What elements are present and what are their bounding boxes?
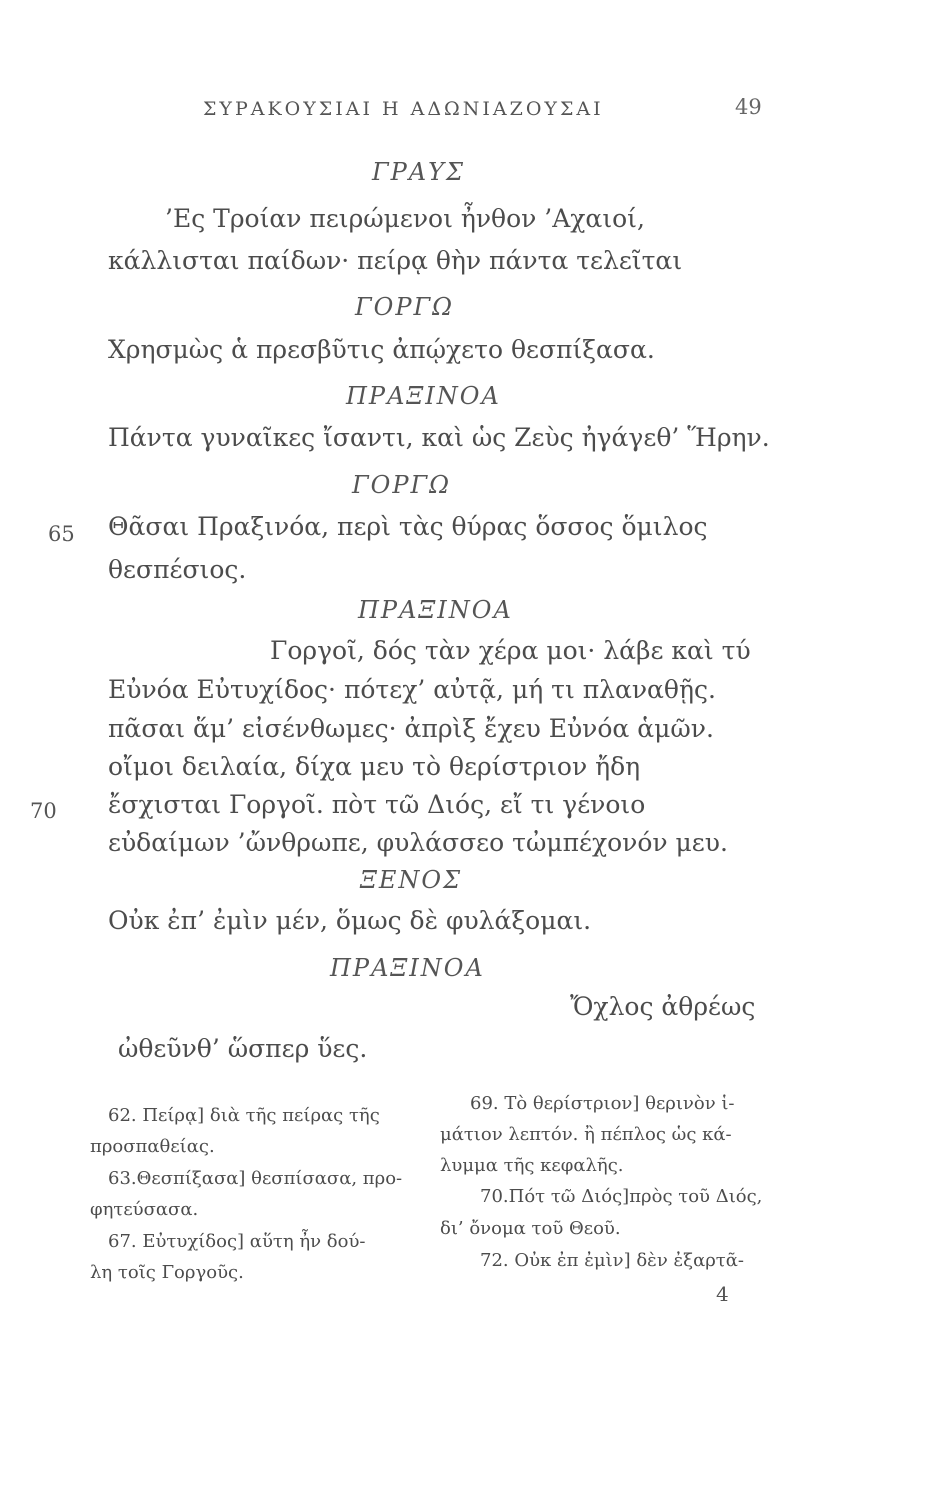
footnote-line: 62. Πείρᾳ] διὰ τῆς πείρας τῆς [108, 1105, 380, 1126]
speaker-heading: ΠΡΑΞΙΝΟΑ [346, 382, 501, 410]
speaker-heading: ΠΡΑΞΙΝΟΑ [358, 596, 513, 624]
speaker-heading: ΓΟΡΓΩ [352, 471, 452, 499]
verse-line: εὐδαίμων ’ὤνθρωπε, φυλάσσεο τὠμπέχονόν μευ. [108, 828, 728, 857]
verse-line: οἴμοι δειλαία, δίχα μευ τὸ θερίστριον ἤδη [108, 752, 641, 781]
speaker-heading: ΠΡΑΞΙΝΟΑ [330, 954, 485, 982]
verse-line: Χρησμὼς ἁ πρεσβῦτις ἀπῴχετο θεσπίξασα. [108, 335, 655, 364]
footnote-line: 69. Τὸ θερίστριον] θερινὸν ἱ- [470, 1093, 735, 1114]
verse-line: ’Ες Τροίαν πειρώμενοι ἦνθον ’Αχαιοί, [165, 204, 645, 233]
footnote-line: λη τοῖς Γοργοῦς. [90, 1262, 244, 1283]
running-title: ΣΥΡΑΚΟΥΣΙΑΙ Η ΑΔΩΝΙΑΖΟΥΣΑΙ [203, 98, 604, 120]
footnote-line: μάτιον λεπτόν. ἢ πέπλος ὡς κά- [440, 1124, 732, 1145]
verse-line: ἔσχισται Γοργοῖ. πὸτ τῶ Διός, εἴ τι γένοιο [108, 790, 646, 819]
footnote-line: 70.Πότ τῶ Διός]πρὸς τοῦ Διός, [480, 1186, 763, 1207]
footnote-line: φητεύσασα. [90, 1199, 199, 1220]
line-number: 70 [30, 799, 57, 823]
signature-mark: 4 [716, 1282, 729, 1306]
footnote-line: 72. Οὐκ ἐπ ἐμὶν] δὲν ἐξαρτᾶ- [480, 1250, 744, 1271]
verse-line: Ὄχλος ἀθρέως [570, 992, 756, 1021]
line-number: 65 [48, 522, 75, 546]
verse-line: Οὐκ ἐπ’ ἐμὶν μέν, ὅμως δὲ φυλάξομαι. [108, 906, 592, 935]
speaker-heading: ΞΕΝΟΣ [360, 866, 463, 894]
verse-line: ὠθεῦνθ’ ὥσπερ ὕες. [118, 1034, 368, 1063]
verse-line: Θᾶσαι Πραξινόα, περὶ τὰς θύρας ὅσσος ὅμιλος [108, 512, 708, 541]
footnote-line: δι’ ὄνομα τοῦ Θεοῦ. [440, 1218, 621, 1239]
verse-line: Γοργοῖ, δός τὰν χέρα μοι· λάβε καὶ τύ [270, 636, 751, 665]
footnote-line: λυμμα τῆς κεφαλῆς. [440, 1155, 624, 1176]
footnote-line: προσπαθείας. [90, 1136, 215, 1157]
speaker-heading: ΓΡΑΥΣ [372, 158, 465, 186]
footnote-line: 67. Εὐτυχίδος] αὕτη ἦν δού- [108, 1231, 366, 1252]
page-number: 49 [735, 95, 762, 119]
verse-line: θεσπέσιος. [108, 555, 247, 584]
verse-line: Εὐνόα Εὐτυχίδος· πότεχ’ αὐτᾷ, μή τι πλαναθῇς. [108, 675, 716, 704]
verse-line: κάλλισται παίδων· πείρᾳ θὴν πάντα τελεῖται [108, 246, 683, 275]
verse-line: πᾶσαι ἅμ’ εἰσένθωμες· ἀπρὶξ ἔχευ Εὐνόα ἁμῶν. [108, 714, 714, 743]
verse-line: Πάντα γυναῖκες ἴσαντι, καὶ ὡς Ζεὺς ἠγάγεθ’ Ἥρην. [108, 423, 770, 452]
speaker-heading: ΓΟΡΓΩ [355, 293, 455, 321]
footnote-line: 63.Θεσπίξασα] θεσπίσασα, προ- [108, 1168, 403, 1189]
